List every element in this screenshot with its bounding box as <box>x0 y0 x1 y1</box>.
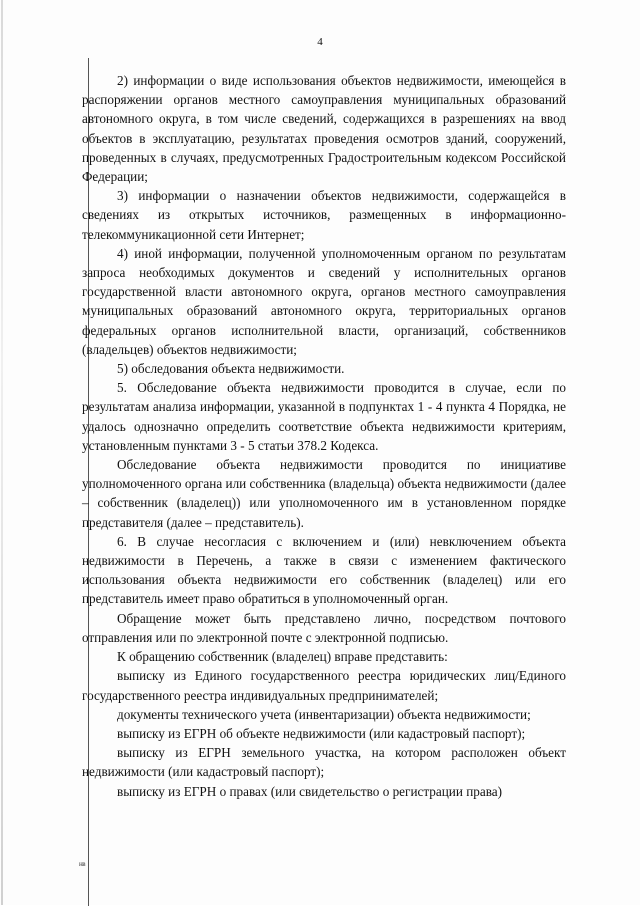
paragraph-appeal-attachments-intro: К обращению собственник (владелец) вправе представить: <box>117 649 448 665</box>
paragraph-technical-docs: документы технического учета (инвентаризации) объекта недвижимости; <box>117 706 531 722</box>
scan-edge <box>1 0 3 905</box>
paragraph-item-2: 2) информации о виде использования объектов недвижимости, имеющейся в распоряжении органов местного самоуправления муниципальных образований автономного округа, в том числе сведений, содержащихся в разрешениях на ввод объектов в эксплуатацию, результатах проведения осмотров зданий, сооружений, проведенных в случаях, предусмотренных Градостроительным кодексом Российской Федерации; <box>82 73 566 185</box>
paragraph-clause-5: 5. Обследование объекта недвижимости проводится в случае, если по результатам анализа информации, указанной в подпунктах 1 - 4 пункта 4 Порядка, не удалось однозначно определить соответствие объекта недвижимости критериям, установленным пунктами 3 - 5 статьи 378.2 Кодекса. <box>82 380 566 453</box>
paragraph-egrul-extract: выписку из Единого государственного реестра юридических лиц/Единого государственного реестра индивидуальных предпринимателей; <box>82 668 566 703</box>
paragraph-egrn-object: выписку из ЕГРН об объекте недвижимости (или кадастровый паспорт); <box>117 725 526 741</box>
paragraph-appeal-methods: Обращение может быть представлено лично, посредством почтового отправления или по электронной почте с электронной подписью. <box>82 610 566 645</box>
paragraph-item-3: 3) информации о назначении объектов недвижимости, содержащейся в сведениях из открытых источников, размещенных в информационно-телекоммуникационной сети Интернет; <box>82 188 566 242</box>
paragraph-item-5-survey: 5) обследования объекта недвижимости. <box>117 361 345 377</box>
paragraph-egrn-land: выписку из ЕГРН земельного участка, на котором расположен объект недвижимости (или кадастровый паспорт); <box>82 745 566 780</box>
paragraph-item-4: 4) иной информации, полученной уполномоченным органом по результатам запроса необходимых документов и сведений у исполнительных органов государственной власти автономного округа, органов местного самоуправления муниципальных образований автономного округа, территориальных органов федеральных органов исполнительной власти, организаций, собственников (владельцев) объектов недвижимости; <box>82 245 566 357</box>
footer-mark: нв <box>79 860 86 868</box>
paragraph-clause-6: 6. В случае несогласия с включением и (или) невключением объекта недвижимости в Перечень, а также в связи с изменением фактического использования объекта недвижимости его собственник (владелец) или его представитель имеет право обратиться в уполномоченный орган. <box>82 533 566 607</box>
paragraph-egrn-rights: выписку из ЕГРН о правах (или свидетельство о регистрации права) <box>117 783 502 799</box>
page-number: 4 <box>317 36 323 48</box>
paragraph-survey-initiative: Обследование объекта недвижимости проводится по инициативе уполномоченного органа или собственника (владельца) объекта недвижимости (далее – собственник (владелец)) или уполномоченного им в установленном порядке представителя (далее – представитель). <box>82 457 566 530</box>
document-body <box>82 71 566 801</box>
